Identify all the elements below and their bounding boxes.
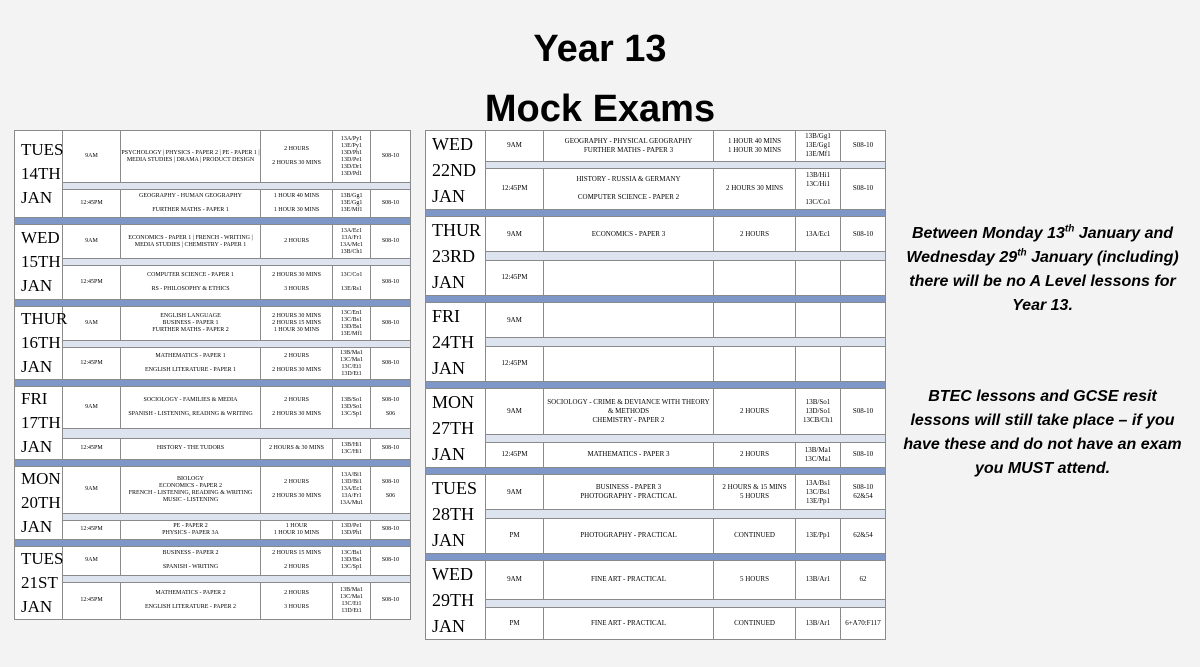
time-cell: 12:45PM: [486, 442, 544, 467]
duration-cell: 1 HOUR 1 HOUR 10 MINS: [261, 520, 333, 539]
group-cell: 13B/Ar1: [796, 607, 841, 639]
time-cell: 9AM: [486, 131, 544, 162]
group-cell: 13E/Pp1: [796, 518, 841, 553]
duration-cell: 2 HOURS 2 HOURS 30 MINS: [261, 131, 333, 183]
day-cell: FRI 24TH JAN: [426, 303, 486, 382]
day-cell: WED 29TH JAN: [426, 561, 486, 640]
duration-cell: 2 HOURS 2 HOURS 30 MINS: [261, 467, 333, 514]
duration-cell: CONTINUED: [714, 607, 796, 639]
duration-cell: 2 HOURS & 30 MINS: [261, 438, 333, 459]
time-cell: 9AM: [486, 561, 544, 600]
time-cell: PM: [486, 607, 544, 639]
subject-cell: GEOGRAPHY - HUMAN GEOGRAPHY FURTHER MATHS - PAPER 1: [121, 190, 261, 218]
group-cell: 13B/Ma1 13C/Ma1: [796, 442, 841, 467]
time-cell: 9AM: [63, 467, 121, 514]
group-cell: 13B/So1 13D/So1 13CB/Ch1: [796, 389, 841, 435]
subject-cell: FINE ART - PRACTICAL: [544, 561, 714, 600]
group-cell: 13B/Hi1 13C/Hi1 13C/Co1: [796, 168, 841, 209]
subject-cell: HISTORY - THE TUDORS: [121, 438, 261, 459]
group-cell: 13C/Co1 13E/Rs1: [333, 266, 371, 300]
duration-cell: 2 HOURS 15 MINS 2 HOURS: [261, 547, 333, 576]
day-cell: THUR 23RD JAN: [426, 217, 486, 296]
room-cell: S08-10: [371, 266, 411, 300]
day-cell: TUES 14TH JAN: [15, 131, 63, 218]
group-cell: 13B/Hi1 13C/Hi1: [333, 438, 371, 459]
time-cell: 12:45PM: [486, 168, 544, 209]
room-cell: S08-10: [371, 225, 411, 259]
subject-cell: BIOLOGY ECONOMICS - PAPER 2 FRENCH - LISTENING, READING & WRITING MUSIC - LISTENING: [121, 467, 261, 514]
time-cell: 12:45PM: [63, 348, 121, 380]
time-cell: 9AM: [63, 225, 121, 259]
subject-cell: SOCIOLOGY - CRIME & DEVIANCE WITH THEORY & METHODS CHEMISTRY - PAPER 2: [544, 389, 714, 435]
room-cell: S08-10: [371, 190, 411, 218]
subject-cell: ENGLISH LANGUAGE BUSINESS - PAPER 1 FURTHER MATHS - PAPER 2: [121, 307, 261, 341]
duration-cell: 2 HOURS 2 HOURS 30 MINS: [261, 387, 333, 429]
time-cell: 12:45PM: [486, 260, 544, 295]
day-cell: THUR 16TH JAN: [15, 307, 63, 380]
time-cell: 9AM: [486, 475, 544, 510]
subject-cell: FINE ART - PRACTICAL: [544, 607, 714, 639]
group-cell: 13B/So1 13D/So1 13C/Sp1: [333, 387, 371, 429]
room-cell: S08-10: [841, 131, 886, 162]
group-cell: 13C/En1 13C/Bs1 13D/Bs1 13E/Mf1: [333, 307, 371, 341]
duration-cell: 2 HOURS & 15 MINS 5 HOURS: [714, 475, 796, 510]
time-cell: 12:45PM: [63, 190, 121, 218]
subject-cell: MATHEMATICS - PAPER 1 ENGLISH LITERATURE - PAPER 1: [121, 348, 261, 380]
room-cell: 6+A70:F117: [841, 607, 886, 639]
time-cell: 12:45PM: [63, 520, 121, 539]
room-cell: 62: [841, 561, 886, 600]
left-timetable: [14, 130, 411, 620]
subject-cell: HISTORY - RUSSIA & GERMANY COMPUTER SCIENCE - PAPER 2: [544, 168, 714, 209]
subject-cell: ECONOMICS - PAPER 3: [544, 217, 714, 252]
group-cell: 13B/Gg1 13E/Gg1 13E/Mf1: [333, 190, 371, 218]
subject-cell: BUSINESS - PAPER 3 PHOTOGRAPHY - PRACTICAL: [544, 475, 714, 510]
day-cell: MON 20TH JAN: [15, 467, 63, 540]
time-cell: 9AM: [486, 389, 544, 435]
duration-cell: 2 HOURS: [261, 225, 333, 259]
time-cell: 12:45PM: [486, 346, 544, 381]
group-cell: 13B/Ar1: [796, 561, 841, 600]
subject-cell: PSYCHOLOGY | PHYSICS - PAPER 2 | PE - PAPER 1 | MEDIA STUDIES | DRAMA | PRODUCT DESIGN: [121, 131, 261, 183]
subject-cell: BUSINESS - PAPER 2 SPANISH - WRITING: [121, 547, 261, 576]
subject-cell: PHOTOGRAPHY - PRACTICAL: [544, 518, 714, 553]
duration-cell: 2 HOURS 3 HOURS: [261, 582, 333, 619]
btec-note: BTEC lessons and GCSE resit lessons will still take place – if you have these and do not have an exam you MUST attend.: [903, 388, 1182, 477]
room-cell: S08-10: [371, 348, 411, 380]
room-cell: S08-10 62&54: [841, 475, 886, 510]
time-cell: 9AM: [486, 303, 544, 338]
room-cell: S08-10: [841, 442, 886, 467]
subject-cell: COMPUTER SCIENCE - PAPER 1 RS - PHILOSOPHY & ETHICS: [121, 266, 261, 300]
day-cell: WED 22ND JAN: [426, 131, 486, 210]
time-cell: 12:45PM: [63, 266, 121, 300]
room-cell: 62&54: [841, 518, 886, 553]
group-cell: 13A/Bs1 13C/Bs1 13E/Pp1: [796, 475, 841, 510]
group-cell: 13A/Ec1: [796, 217, 841, 252]
group-cell: 13B/Ma1 13C/Ma1 13C/Et1 13D/Et1: [333, 582, 371, 619]
room-cell: S08-10: [371, 547, 411, 576]
duration-cell: 2 HOURS 30 MINS 2 HOURS 15 MINS 1 HOUR 30 MINS: [261, 307, 333, 341]
room-cell: S08-10: [371, 307, 411, 341]
time-cell: 9AM: [486, 217, 544, 252]
duration-cell: 2 HOURS 30 MINS: [714, 168, 796, 209]
page-title: Year 13: [533, 28, 667, 70]
duration-cell: 2 HOURS 30 MINS 3 HOURS: [261, 266, 333, 300]
subject-cell: SOCIOLOGY - FAMILIES & MEDIA SPANISH - LISTENING, READING & WRITING: [121, 387, 261, 429]
info-note: Between Monday 13th January and Wednesday 29th January (including) there will be no A Level lessons for Year 13.: [906, 223, 1179, 314]
day-cell: TUES 21ST JAN: [15, 547, 63, 620]
room-cell: S08-10: [841, 389, 886, 435]
day-cell: WED 15TH JAN: [15, 225, 63, 300]
subject-cell: GEOGRAPHY - PHYSICAL GEOGRAPHY FURTHER MATHS - PAPER 3: [544, 131, 714, 162]
table-row: [15, 131, 411, 183]
subject-cell: ECONOMICS - PAPER 1 | FRENCH - WRITING | MEDIA STUDIES | CHEMISTRY - PAPER 1: [121, 225, 261, 259]
duration-cell: 2 HOURS 2 HOURS 30 MINS: [261, 348, 333, 380]
group-cell: 13D/Pe1 13D/Ph1: [333, 520, 371, 539]
time-cell: 9AM: [63, 131, 121, 183]
duration-cell: 1 HOUR 40 MINS 1 HOUR 30 MINS: [261, 190, 333, 218]
room-cell: S08-10: [841, 168, 886, 209]
subject-cell: MATHEMATICS - PAPER 2 ENGLISH LITERATURE - PAPER 2: [121, 582, 261, 619]
group-cell: 13C/Bs1 13D/Bs1 13C/Sp1: [333, 547, 371, 576]
day-cell: FRI 17TH JAN: [15, 387, 63, 460]
right-timetable: [425, 130, 886, 640]
duration-cell: 2 HOURS: [714, 442, 796, 467]
day-cell: TUES 28TH JAN: [426, 475, 486, 554]
group-cell: 13B/Ma1 13C/Ma1 13C/Et1 13D/Et1: [333, 348, 371, 380]
day-cell: MON 27TH JAN: [426, 389, 486, 468]
time-cell: 12:45PM: [63, 438, 121, 459]
room-cell: S08-10 S06: [371, 387, 411, 429]
duration-cell: 2 HOURS: [714, 389, 796, 435]
time-cell: PM: [486, 518, 544, 553]
room-cell: S08-10: [371, 520, 411, 539]
group-cell: 13A/Py1 13E/Py1 13D/Ph1 13D/Pe1 13D/Dr1 13D/Pd1: [333, 131, 371, 183]
subject-cell: MATHEMATICS - PAPER 3: [544, 442, 714, 467]
group-cell: 13A/Ec1 13A/Fr1 13A/Mc1 13B/Ch1: [333, 225, 371, 259]
time-cell: 12:45PM: [63, 582, 121, 619]
room-cell: S08-10: [371, 438, 411, 459]
room-cell: S08-10: [371, 131, 411, 183]
room-cell: S08-10: [841, 217, 886, 252]
page-subtitle: Mock Exams: [484, 88, 716, 130]
room-cell: S08-10: [371, 582, 411, 619]
time-cell: 9AM: [63, 307, 121, 341]
time-cell: 9AM: [63, 387, 121, 429]
time-cell: 9AM: [63, 547, 121, 576]
room-cell: S08-10 S06: [371, 467, 411, 514]
duration-cell: 5 HOURS: [714, 561, 796, 600]
group-cell: 13B/Gg1 13E/Gg1 13E/Mf1: [796, 131, 841, 162]
duration-cell: 1 HOUR 40 MINS 1 HOUR 30 MINS: [714, 131, 796, 162]
duration-cell: CONTINUED: [714, 518, 796, 553]
duration-cell: 2 HOURS: [714, 217, 796, 252]
subject-cell: PE - PAPER 2 PHYSICS - PAPER 3A: [121, 520, 261, 539]
group-cell: 13A/Bi1 13D/Bi1 13A/Ec1 13A/Fr1 13A/Mu1: [333, 467, 371, 514]
